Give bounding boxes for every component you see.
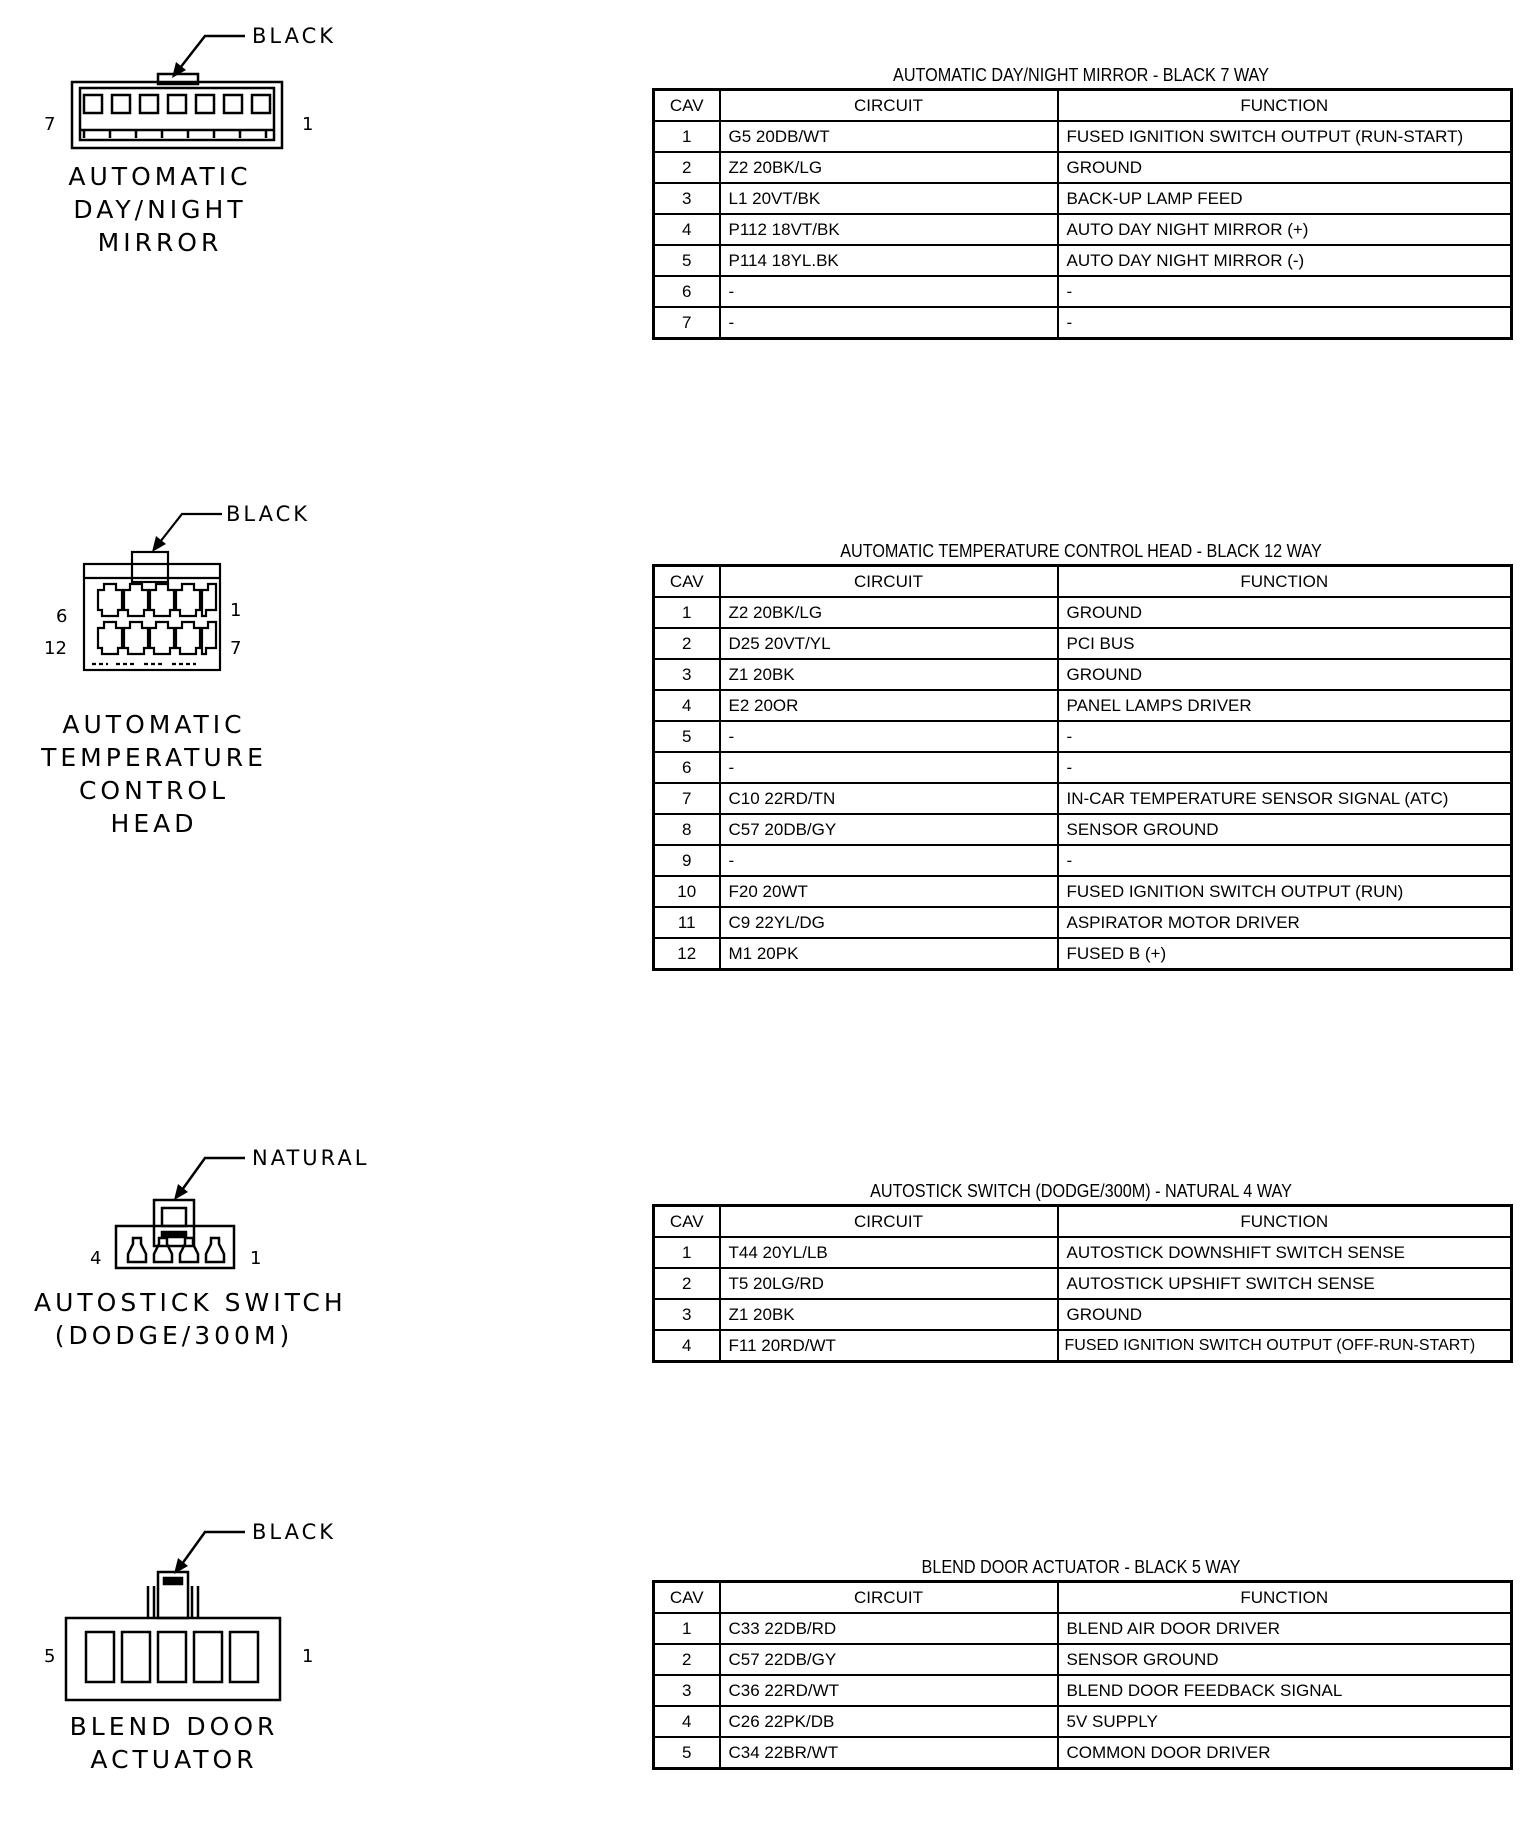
cell-circuit: L1 20VT/BK <box>720 183 1058 214</box>
cell-function: AUTOSTICK UPSHIFT SWITCH SENSE <box>1058 1268 1512 1299</box>
column-header-cav: CAV <box>654 566 720 598</box>
table-row <box>654 183 1512 214</box>
table-row <box>654 907 1512 938</box>
column-header-function: FUNCTION <box>1058 1582 1512 1614</box>
table-row <box>654 245 1512 276</box>
table-row <box>654 1644 1512 1675</box>
table-row <box>654 1675 1512 1706</box>
pin-number-left: 4 <box>90 1248 102 1269</box>
connector-name-line: BLEND DOOR <box>69 1712 279 1741</box>
cell-cav: 3 <box>654 183 720 214</box>
table-row <box>654 876 1512 907</box>
cell-cav: 7 <box>654 783 720 814</box>
cell-circuit: - <box>720 845 1058 876</box>
cell-function: GROUND <box>1058 1299 1512 1330</box>
cell-cav: 1 <box>654 1237 720 1268</box>
cell-cav: 2 <box>654 628 720 659</box>
table-header-row <box>654 1206 1512 1238</box>
table-header-row <box>654 1582 1512 1614</box>
cell-circuit: D25 20VT/YL <box>720 628 1058 659</box>
connector-name <box>54 1710 294 1776</box>
table-header-row <box>654 90 1512 122</box>
cell-function: PANEL LAMPS DRIVER <box>1058 690 1512 721</box>
cell-function: AUTO DAY NIGHT MIRROR (+) <box>1058 214 1512 245</box>
pinout-table-day-night-mirror <box>652 62 1510 340</box>
cell-cav: 3 <box>654 1299 720 1330</box>
cell-cav: 5 <box>654 1737 720 1769</box>
connector-name <box>34 1286 347 1352</box>
cell-circuit: - <box>720 721 1058 752</box>
cell-circuit: C34 22BR/WT <box>720 1737 1058 1769</box>
table-title: AUTOSTICK SWITCH (DODGE/300M) - NATURAL 4 WAY <box>870 1181 1292 1201</box>
cell-circuit: F20 20WT <box>720 876 1058 907</box>
table-row <box>654 1706 1512 1737</box>
connector-name-line: AUTOSTICK SWITCH <box>34 1288 347 1317</box>
cell-circuit: Z1 20BK <box>720 1299 1058 1330</box>
pinout-table <box>652 88 1513 340</box>
column-header-circuit: CIRCUIT <box>720 1582 1058 1614</box>
cell-function: FUSED B (+) <box>1058 938 1512 970</box>
table-row <box>654 214 1512 245</box>
wire-color-label: BLACK <box>252 1520 337 1544</box>
table-row <box>654 1268 1512 1299</box>
pin-number-top-left: 6 <box>56 606 68 627</box>
cell-cav: 11 <box>654 907 720 938</box>
cell-cav: 1 <box>654 121 720 152</box>
cell-cav: 6 <box>654 276 720 307</box>
cell-function: BACK-UP LAMP FEED <box>1058 183 1512 214</box>
cell-circuit: C26 22PK/DB <box>720 1706 1058 1737</box>
cell-function: ASPIRATOR MOTOR DRIVER <box>1058 907 1512 938</box>
cell-cav: 12 <box>654 938 720 970</box>
column-header-function: FUNCTION <box>1058 90 1512 122</box>
cell-circuit: C33 22DB/RD <box>720 1613 1058 1644</box>
cell-function: - <box>1058 276 1512 307</box>
cell-function: IN-CAR TEMPERATURE SENSOR SIGNAL (ATC) <box>1058 783 1512 814</box>
cell-circuit: Z2 20BK/LG <box>720 152 1058 183</box>
pinout-table-autostick-switch <box>652 1178 1510 1363</box>
cell-cav: 2 <box>654 152 720 183</box>
connector-name-line: HEAD <box>110 809 198 838</box>
cell-cav: 2 <box>654 1644 720 1675</box>
cell-circuit: C57 20DB/GY <box>720 814 1058 845</box>
column-header-circuit: CIRCUIT <box>720 566 1058 598</box>
cell-circuit: C10 22RD/TN <box>720 783 1058 814</box>
cell-cav: 8 <box>654 814 720 845</box>
pin-number-right: 1 <box>302 114 314 135</box>
table-row <box>654 845 1512 876</box>
connector-name-line: AUTOMATIC <box>68 162 252 191</box>
cell-cav: 6 <box>654 752 720 783</box>
connector-name-line: MIRROR <box>97 228 223 257</box>
column-header-circuit: CIRCUIT <box>720 1206 1058 1238</box>
column-header-cav: CAV <box>654 90 720 122</box>
cell-circuit: P114 18YL.BK <box>720 245 1058 276</box>
blend-door-connector-drawing <box>0 1498 420 1728</box>
connector-name <box>40 160 280 259</box>
cell-circuit: C36 22RD/WT <box>720 1675 1058 1706</box>
cell-cav: 9 <box>654 845 720 876</box>
cell-function: - <box>1058 307 1512 339</box>
cell-circuit: - <box>720 752 1058 783</box>
wire-color-label: BLACK <box>226 502 311 526</box>
cell-function: - <box>1058 752 1512 783</box>
cell-function: COMMON DOOR DRIVER <box>1058 1737 1512 1769</box>
cell-function: 5V SUPPLY <box>1058 1706 1512 1737</box>
cell-cav: 7 <box>654 307 720 339</box>
table-row <box>654 721 1512 752</box>
cell-cav: 2 <box>654 1268 720 1299</box>
cell-circuit: T44 20YL/LB <box>720 1237 1058 1268</box>
cell-circuit: E2 20OR <box>720 690 1058 721</box>
cell-cav: 10 <box>654 876 720 907</box>
cell-circuit: C57 22DB/GY <box>720 1644 1058 1675</box>
connector-name-line: TEMPERATURE <box>41 743 267 772</box>
pinout-table <box>652 1580 1513 1770</box>
connector-name-line: AUTOMATIC <box>62 710 246 739</box>
cell-circuit: Z2 20BK/LG <box>720 597 1058 628</box>
pin-number-bottom-right: 7 <box>230 638 242 659</box>
column-header-function: FUNCTION <box>1058 1206 1512 1238</box>
connector-name-line: DAY/NIGHT <box>73 195 247 224</box>
table-row <box>654 752 1512 783</box>
cell-cav: 5 <box>654 245 720 276</box>
table-row <box>654 938 1512 970</box>
cell-circuit: T5 20LG/RD <box>720 1268 1058 1299</box>
table-row <box>654 1737 1512 1769</box>
pin-number-bottom-left: 12 <box>44 638 67 659</box>
atc-connector-drawing <box>0 478 420 718</box>
cell-circuit: F11 20RD/WT <box>720 1330 1058 1362</box>
cell-cav: 5 <box>654 721 720 752</box>
connector-diagram-autostick-switch <box>0 1122 420 1452</box>
table-row <box>654 1613 1512 1644</box>
connector-diagram-blend-door-actuator <box>0 1498 420 1828</box>
cell-circuit: P112 18VT/BK <box>720 214 1058 245</box>
cell-cav: 4 <box>654 214 720 245</box>
connector-name-line: (DODGE/300M) <box>54 1321 294 1350</box>
cell-function: GROUND <box>1058 659 1512 690</box>
cell-cav: 4 <box>654 1330 720 1362</box>
cell-function: AUTOSTICK DOWNSHIFT SWITCH SENSE <box>1058 1237 1512 1268</box>
cell-function: - <box>1058 721 1512 752</box>
connector-name-line: ACTUATOR <box>90 1745 258 1774</box>
cell-function: PCI BUS <box>1058 628 1512 659</box>
table-row <box>654 783 1512 814</box>
table-title: AUTOMATIC DAY/NIGHT MIRROR - BLACK 7 WAY <box>893 65 1269 85</box>
cell-function: - <box>1058 845 1512 876</box>
connector-diagram-day-night-mirror <box>0 0 420 330</box>
cell-function: FUSED IGNITION SWITCH OUTPUT (OFF-RUN-START) <box>1058 1330 1512 1362</box>
cell-circuit: - <box>720 276 1058 307</box>
column-header-cav: CAV <box>654 1582 720 1614</box>
pin-number-right: 1 <box>250 1248 262 1269</box>
cell-circuit: M1 20PK <box>720 938 1058 970</box>
table-row <box>654 1237 1512 1268</box>
cell-cav: 4 <box>654 690 720 721</box>
table-row <box>654 659 1512 690</box>
pinout-table <box>652 1204 1513 1363</box>
cell-circuit: Z1 20BK <box>720 659 1058 690</box>
table-row <box>654 152 1512 183</box>
cell-function: FUSED IGNITION SWITCH OUTPUT (RUN) <box>1058 876 1512 907</box>
table-row <box>654 121 1512 152</box>
cell-cav: 4 <box>654 1706 720 1737</box>
table-row <box>654 276 1512 307</box>
cell-circuit: - <box>720 307 1058 339</box>
column-header-cav: CAV <box>654 1206 720 1238</box>
connector-name <box>34 708 274 840</box>
connector-name-line: CONTROL <box>78 776 230 805</box>
cell-cav: 3 <box>654 659 720 690</box>
cell-function: SENSOR GROUND <box>1058 814 1512 845</box>
cell-function: GROUND <box>1058 152 1512 183</box>
connector-diagram-atc-head <box>0 478 420 838</box>
table-row <box>654 307 1512 339</box>
table-title: AUTOMATIC TEMPERATURE CONTROL HEAD - BLACK 12 WAY <box>840 541 1322 561</box>
cell-circuit: G5 20DB/WT <box>720 121 1058 152</box>
table-row <box>654 597 1512 628</box>
table-header-row <box>654 566 1512 598</box>
wire-color-label: NATURAL <box>252 1146 370 1170</box>
pinout-table-blend-door-actuator <box>652 1554 1510 1770</box>
cell-function: GROUND <box>1058 597 1512 628</box>
pin-number-left: 7 <box>44 114 56 135</box>
cell-function: SENSOR GROUND <box>1058 1644 1512 1675</box>
cell-cav: 1 <box>654 597 720 628</box>
table-row <box>654 1299 1512 1330</box>
cell-function: AUTO DAY NIGHT MIRROR (-) <box>1058 245 1512 276</box>
pin-number-right: 1 <box>302 1646 314 1667</box>
pin-number-top-right: 1 <box>230 600 242 621</box>
wire-color-label: BLACK <box>252 24 337 48</box>
pinout-table-atc-head <box>652 538 1510 971</box>
cell-cav: 1 <box>654 1613 720 1644</box>
pin-number-left: 5 <box>44 1646 56 1667</box>
table-row <box>654 690 1512 721</box>
cell-function: BLEND AIR DOOR DRIVER <box>1058 1613 1512 1644</box>
table-title: BLEND DOOR ACTUATOR - BLACK 5 WAY <box>921 1557 1241 1577</box>
column-header-circuit: CIRCUIT <box>720 90 1058 122</box>
cell-cav: 3 <box>654 1675 720 1706</box>
table-row <box>654 1330 1512 1362</box>
cell-function: BLEND DOOR FEEDBACK SIGNAL <box>1058 1675 1512 1706</box>
table-row <box>654 814 1512 845</box>
cell-function: FUSED IGNITION SWITCH OUTPUT (RUN-START) <box>1058 121 1512 152</box>
pinout-table <box>652 564 1513 971</box>
column-header-function: FUNCTION <box>1058 566 1512 598</box>
table-row <box>654 628 1512 659</box>
cell-circuit: C9 22YL/DG <box>720 907 1058 938</box>
